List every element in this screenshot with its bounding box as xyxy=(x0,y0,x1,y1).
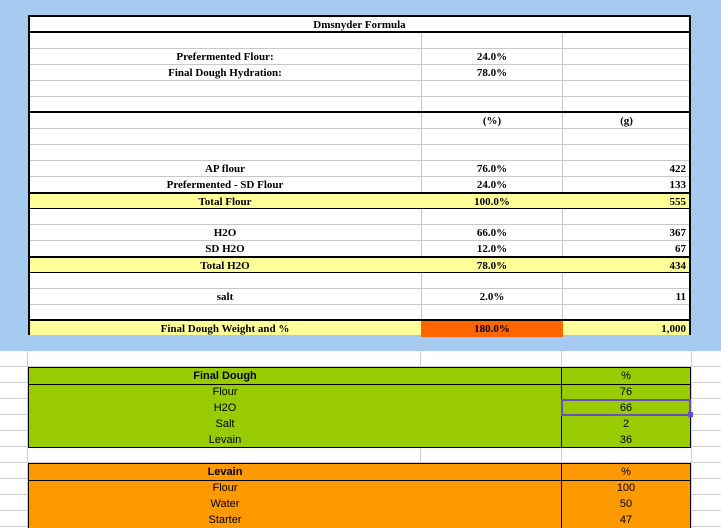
salt-label[interactable]: salt xyxy=(216,291,234,303)
ingredient-row[interactable] xyxy=(30,161,689,177)
levain-header[interactable]: Levain xyxy=(207,466,243,478)
salt-grams[interactable]: 11 xyxy=(675,291,686,303)
levain-header-row xyxy=(29,464,690,481)
hydration-row[interactable] xyxy=(30,65,689,81)
empty-row xyxy=(30,81,689,97)
total-flour-label[interactable]: Total Flour xyxy=(198,196,252,208)
levain-water-label[interactable]: Water xyxy=(210,498,240,510)
hydration-value[interactable]: 78.0% xyxy=(476,67,508,79)
final-weight-label[interactable]: Final Dough Weight and % xyxy=(160,323,290,335)
ap-flour-label[interactable]: AP flour xyxy=(204,163,246,175)
levain-starter-label[interactable]: Starter xyxy=(208,514,242,526)
preferment-value[interactable]: 24.0% xyxy=(476,51,508,63)
total-flour-row[interactable] xyxy=(30,192,689,209)
levain-flour-value[interactable]: 100 xyxy=(616,482,636,494)
pref-sd-flour-grams[interactable]: 133 xyxy=(669,179,686,191)
sd-h2o-percent[interactable]: 12.0% xyxy=(476,243,508,255)
final-weight-percent[interactable]: 180.0% xyxy=(421,321,563,337)
pref-sd-flour-label[interactable]: Prefermented - SD Flour xyxy=(166,179,284,191)
ingredient-row[interactable] xyxy=(30,177,689,193)
salt-percent[interactable]: 2.0% xyxy=(479,291,505,303)
percent-header[interactable]: (%) xyxy=(482,115,502,127)
h2o-label[interactable]: H2O xyxy=(213,227,237,239)
final-dough-levain-label[interactable]: Levain xyxy=(208,434,242,446)
levain-row[interactable] xyxy=(29,496,690,512)
sd-h2o-label[interactable]: SD H2O xyxy=(205,243,245,255)
grid-column-line xyxy=(691,351,692,528)
fill-handle[interactable] xyxy=(688,412,693,417)
sheet-title[interactable]: Dmsnyder Formula xyxy=(313,19,406,31)
ingredient-row[interactable] xyxy=(30,225,689,241)
preferment-row[interactable] xyxy=(30,49,689,65)
total-h2o-row[interactable] xyxy=(30,256,689,273)
empty-row xyxy=(30,305,689,320)
final-dough-percent-header[interactable]: % xyxy=(621,370,631,382)
final-dough-header[interactable]: Final Dough xyxy=(193,370,257,382)
empty-row xyxy=(30,97,689,113)
h2o-percent[interactable]: 66.0% xyxy=(476,227,508,239)
levain-row[interactable] xyxy=(29,480,690,496)
total-h2o-label[interactable]: Total H2O xyxy=(200,260,250,272)
grams-header[interactable]: (g) xyxy=(620,115,633,127)
levain-starter-value[interactable]: 47 xyxy=(619,514,633,526)
ingredient-row[interactable] xyxy=(30,241,689,257)
h2o-grams[interactable]: 367 xyxy=(669,227,686,239)
formula-sheet xyxy=(28,15,691,335)
empty-row xyxy=(30,273,689,289)
pref-sd-flour-percent[interactable]: 24.0% xyxy=(476,179,508,191)
total-flour-percent[interactable]: 100.0% xyxy=(474,196,510,208)
hydration-label[interactable]: Final Dough Hydration: xyxy=(168,67,282,79)
final-weight-grams[interactable]: 1,000 xyxy=(661,323,686,335)
final-dough-flour-label[interactable]: Flour xyxy=(212,386,238,398)
selected-cell-outline xyxy=(561,399,691,416)
empty-row xyxy=(30,209,689,225)
final-dough-levain-value[interactable]: 36 xyxy=(619,434,633,446)
total-h2o-percent[interactable]: 78.0% xyxy=(476,260,508,272)
final-dough-salt-label[interactable]: Salt xyxy=(215,418,235,430)
title-row xyxy=(30,17,689,33)
final-dough-header-row xyxy=(29,368,690,385)
levain-water-value[interactable]: 50 xyxy=(619,498,633,510)
final-dough-h2o-label[interactable]: H2O xyxy=(213,402,237,414)
final-dough-salt-value[interactable]: 2 xyxy=(622,418,630,430)
total-flour-grams[interactable]: 555 xyxy=(669,196,686,208)
final-dough-flour-value[interactable]: 76 xyxy=(619,386,633,398)
ingredient-row[interactable] xyxy=(30,289,689,305)
preferment-label[interactable]: Prefermented Flour: xyxy=(176,51,274,63)
levain-flour-label[interactable]: Flour xyxy=(212,482,238,494)
column-header-row xyxy=(30,113,689,129)
ap-flour-percent[interactable]: 76.0% xyxy=(476,163,508,175)
levain-table xyxy=(28,463,691,528)
levain-percent-header[interactable]: % xyxy=(621,466,631,478)
levain-row[interactable] xyxy=(29,512,690,528)
final-dough-row[interactable] xyxy=(29,416,690,432)
final-weight-row[interactable] xyxy=(30,319,689,335)
total-h2o-grams[interactable]: 434 xyxy=(669,260,686,272)
empty-row xyxy=(30,129,689,145)
ap-flour-grams[interactable]: 422 xyxy=(669,163,686,175)
final-dough-h2o-value[interactable]: 66 xyxy=(619,402,633,414)
empty-row xyxy=(30,145,689,161)
final-dough-row[interactable] xyxy=(29,432,690,448)
sd-h2o-grams[interactable]: 67 xyxy=(675,243,686,255)
empty-row xyxy=(30,33,689,49)
final-dough-row[interactable] xyxy=(29,384,690,400)
